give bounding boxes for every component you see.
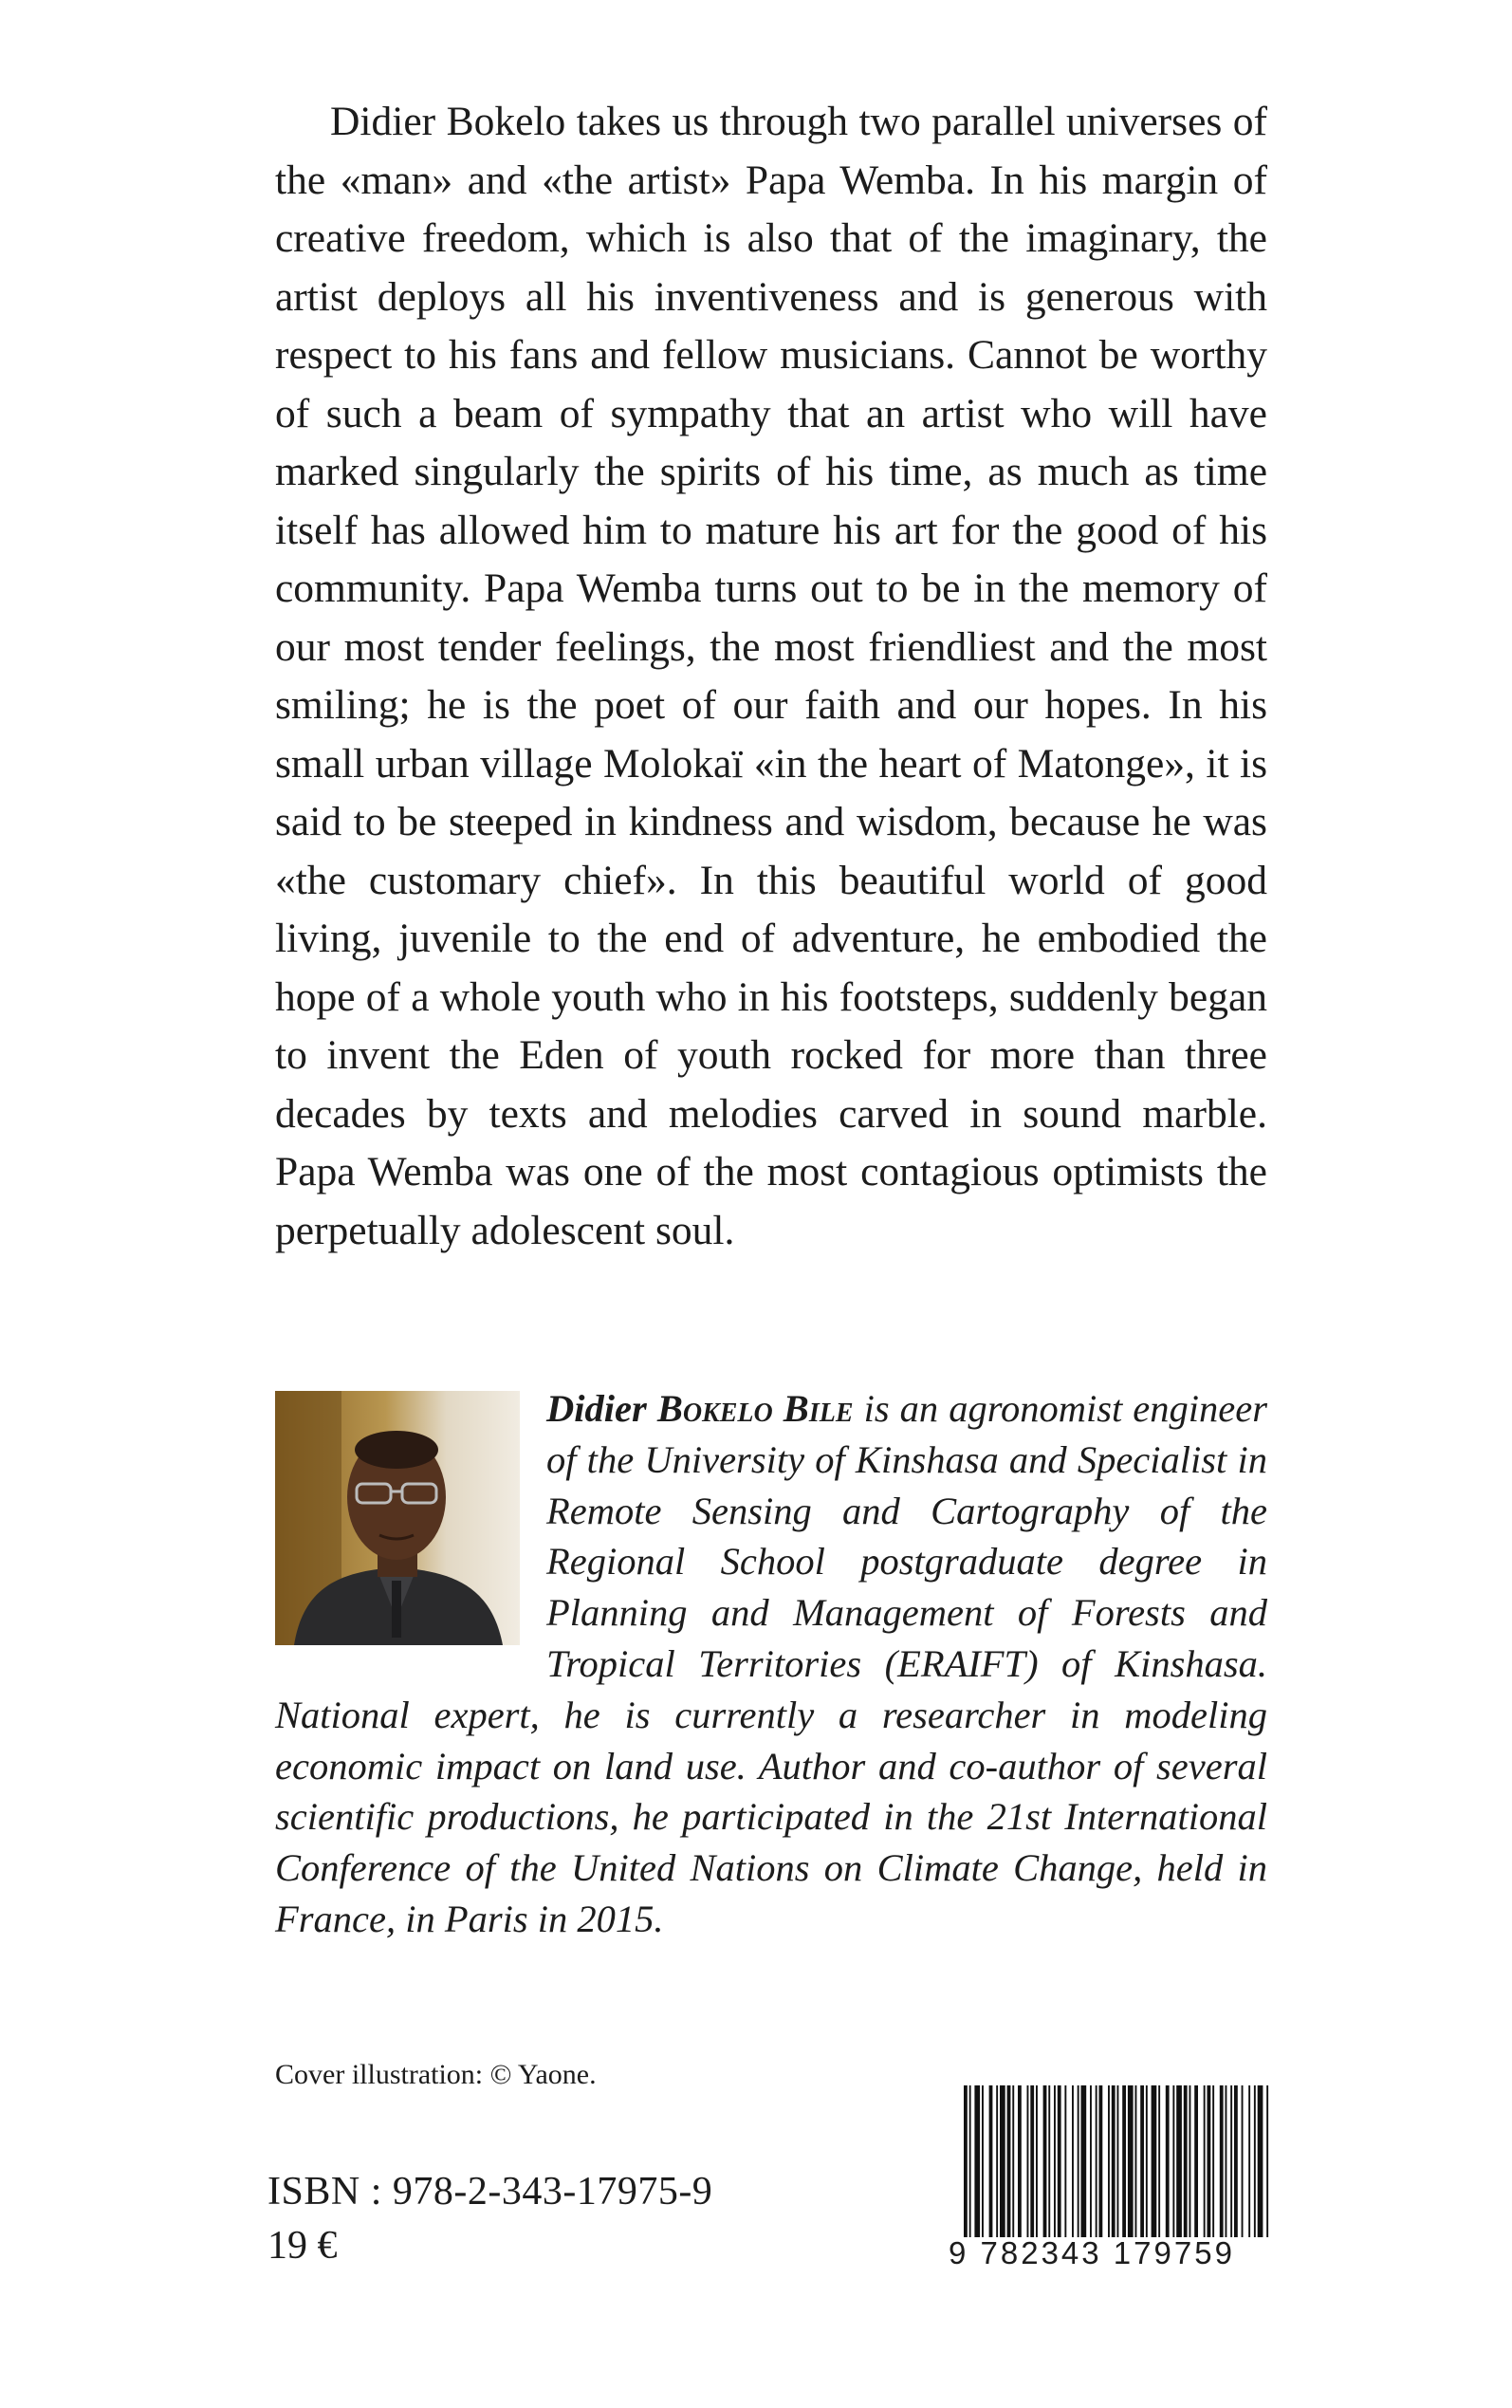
barcode-bar <box>1254 2085 1256 2237</box>
barcode-bar <box>989 2085 993 2237</box>
author-portrait <box>275 1391 520 1645</box>
barcode-bar <box>1220 2085 1224 2237</box>
author-name: Didier Bokelo Bile <box>546 1387 854 1430</box>
author-bio <box>275 1383 1267 1945</box>
barcode-bar <box>982 2085 984 2237</box>
barcode-bar <box>964 2085 968 2237</box>
barcode-bar <box>1030 2085 1034 2237</box>
barcode-bar <box>1099 2085 1103 2237</box>
barcode-bar <box>1266 2085 1268 2237</box>
barcode-bar <box>1117 2085 1119 2237</box>
barcode-digits: 9 782343 179759 <box>949 2235 1235 2270</box>
barcode-bar <box>1184 2085 1188 2237</box>
barcode-bar <box>1140 2085 1144 2237</box>
barcode-bar <box>1248 2085 1250 2237</box>
barcode-bar <box>1108 2085 1110 2237</box>
barcode-bar <box>974 2085 980 2237</box>
barcode-bar <box>1112 2085 1116 2237</box>
barcode-bar <box>1258 2085 1263 2237</box>
barcode-bar <box>969 2085 971 2237</box>
barcode-bar <box>1194 2085 1198 2237</box>
barcode-bar <box>1189 2085 1191 2237</box>
barcode-bar <box>1043 2085 1047 2237</box>
barcode-bar <box>1234 2085 1238 2237</box>
barcode-bar <box>1158 2085 1160 2237</box>
barcode-bars <box>960 2085 1273 2237</box>
barcode-bar <box>1176 2085 1182 2237</box>
barcode-bar <box>1054 2085 1056 2237</box>
barcode-bar <box>1012 2085 1014 2237</box>
cover-credit: Cover illustration: © Yaone. <box>275 2059 597 2090</box>
barcode-bar <box>1048 2085 1050 2237</box>
isbn: ISBN : 978-2-343-17975-9 <box>267 2170 713 2214</box>
barcode-bar <box>1081 2085 1087 2237</box>
barcode-bar <box>1212 2085 1214 2237</box>
barcode-bar <box>1000 2085 1005 2237</box>
barcode-bar <box>1208 2085 1211 2237</box>
barcode-bar <box>1128 2085 1134 2237</box>
barcode-bar <box>1018 2085 1022 2237</box>
barcode-bar <box>1007 2085 1011 2237</box>
barcode-bar <box>1027 2085 1029 2237</box>
barcode-bar <box>1036 2085 1038 2237</box>
price: 19 € <box>267 2224 338 2268</box>
barcode-bar <box>1152 2085 1157 2237</box>
barcode-bar <box>1072 2085 1074 2237</box>
barcode-bar <box>1058 2085 1061 2237</box>
barcode-bar <box>1122 2085 1126 2237</box>
barcode-bar <box>1146 2085 1148 2237</box>
back-cover-blurb: Didier Bokelo takes us through two parallel universes of the «man» and «the artist» Papa Wemba. In his margin of creative freedom, which is also that of the imaginary, the artist deploys all his inventiveness and is generous with respect to his fans and fellow musicians. Cannot be worthy of such a beam of sympathy that an artist who will have marked singularly the spirits of his time, as much as time itself has allowed him to mature his art for the good of his community. Papa Wemba turns out to be in the memory of our most tender feelings, the most friendliest and the most smiling; he is the poet of our faith and our hopes. In his small urban village Molokaï «in the heart of Matonge», it is said to be steeped in kindness and wisdom, because he was «the customary chief». In this beautiful world of good living, juvenile to the end of adventure, he embodied the hope of a whole youth who in his footsteps, suddenly began to invent the Eden of youth rocked for more than three decades by texts and melodies carved in sound marble. Papa Wemba was one of the most contagious optimists the perpetually adolescent soul. <box>275 99 1267 1253</box>
barcode-bar <box>1172 2085 1174 2237</box>
barcode-bar <box>1096 2085 1097 2237</box>
barcode-bar <box>1230 2085 1232 2237</box>
barcode-bar <box>1064 2085 1066 2237</box>
barcode-bar <box>1204 2085 1206 2237</box>
barcode-bar <box>996 2085 998 2237</box>
barcode-bar <box>1078 2085 1079 2237</box>
barcode-bar <box>1135 2085 1137 2237</box>
barcode-bar <box>1090 2085 1092 2237</box>
author-bio-text: is an agronomist engineer of the University of Kinshasa and Specialist in Remote Sensing and Cartography of the Regional School postgraduate degree in Planning and Management of Forests and Tropical Territories (ERAIFT) of Kinshasa. National expert, he is currently a researcher in modeling economic impact on land use. Author and co-author of several scientific productions, he participated in the 21st International Conference of the United Nations on Climate Change, held in France, in Paris in 2015. <box>275 1387 1267 1940</box>
barcode-bar <box>1166 2085 1170 2237</box>
barcode-bar <box>1226 2085 1227 2237</box>
barcode-bar <box>1242 2085 1244 2237</box>
